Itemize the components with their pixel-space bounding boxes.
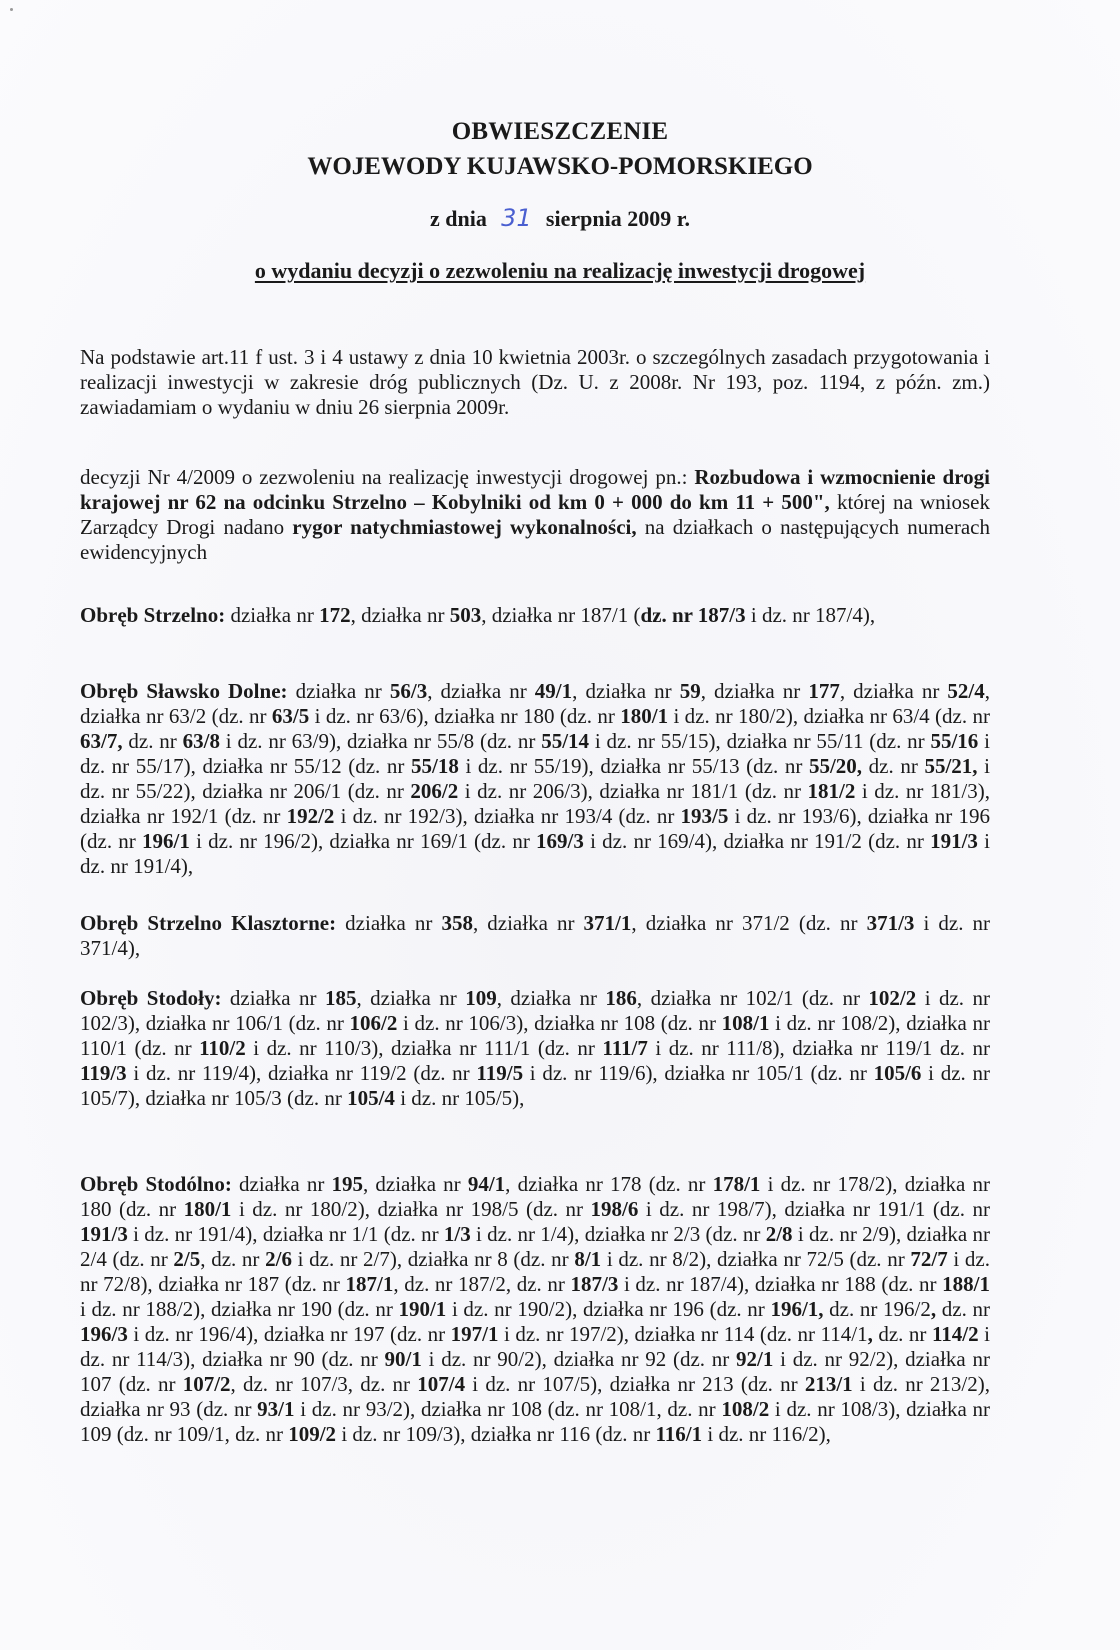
bold-text: 198/6 <box>590 1197 639 1221</box>
bold-text: 213/1 <box>804 1372 853 1396</box>
bold-text: 2/5 <box>173 1247 201 1271</box>
bold-text: 105/6 <box>873 1061 922 1085</box>
bold-text: 206/2 <box>410 779 459 803</box>
text: dz. nr 196/2 <box>823 1297 931 1321</box>
bold-text: 196/3 <box>80 1322 128 1346</box>
text: dz. nr <box>122 729 183 753</box>
text: której na wniosek Zarządcy Drogi nadano <box>80 490 991 539</box>
text: i dz. nr 114/3), działka nr 90 (dz. nr <box>80 1322 990 1371</box>
text: działka nr <box>336 911 442 935</box>
bold-text: 102/2 <box>868 986 917 1010</box>
text: i dz. nr 190/2), działka nr 196 (dz. nr <box>446 1297 771 1321</box>
bold-text: 119/5 <box>476 1061 524 1085</box>
precinct-name: Obręb Sławsko Dolne: <box>80 679 288 703</box>
decision-paragraph <box>80 465 990 565</box>
text: , działka nr <box>356 986 466 1010</box>
text: działka nr <box>231 1172 332 1196</box>
text: i dz. nr 198/7), działka nr 191/1 (dz. nr <box>638 1197 990 1221</box>
bold-text: 172 <box>319 603 351 627</box>
bold-text: 107/4 <box>417 1372 466 1396</box>
bold-text: 196/1 <box>142 829 190 853</box>
text: , działka nr 102/1 (dz. nr <box>636 986 869 1010</box>
bold-text: 59 <box>679 679 701 703</box>
bold-text: 196/1, <box>770 1297 824 1321</box>
text: i dz. nr 191/4), <box>80 829 990 878</box>
bold-text: 94/1 <box>467 1172 506 1196</box>
bold-text: 55/16 <box>930 729 979 753</box>
bold-text: , <box>867 1322 873 1346</box>
text: , działka nr <box>350 603 450 627</box>
bold-text: 119/3 <box>80 1061 127 1085</box>
text: , działka nr 371/2 (dz. nr <box>631 911 867 935</box>
text: i dz. nr 178/2), działka nr 180 (dz. nr <box>80 1172 990 1221</box>
bold-text: Rozbudowa i wzmocnienie drogi krajowej nr 62 na odcinku Strzelno – Kobylniki od km 0 + 000 do km 11 + 500", <box>80 465 990 514</box>
text: i dz. nr 63/6), działka nr 180 (dz. nr <box>309 704 621 728</box>
text: i dz. nr 119/4), działka nr 119/2 (dz. nr <box>126 1061 477 1085</box>
bold-text: 56/3 <box>389 679 428 703</box>
text: i dz. nr 105/7), działka nr 105/3 (dz. nr <box>80 1061 990 1110</box>
precinct-paragraph <box>80 679 990 879</box>
text: i dz. nr 196/4), działka nr 197 (dz. nr <box>127 1322 451 1346</box>
issuer: WOJEWODY KUJAWSKO-POMORSKIEGO <box>307 153 813 180</box>
text: , działka nr <box>700 679 809 703</box>
bold-text: 177 <box>808 679 840 703</box>
text: i dz. nr 119/6), działka nr 105/1 (dz. nr <box>523 1061 874 1085</box>
text: , działka nr 63/2 (dz. nr <box>80 679 991 728</box>
bold-text: 63/5 <box>271 704 310 728</box>
text: i dz. nr 188/2), działka nr 190 (dz. nr <box>80 1297 399 1321</box>
precinct-name: Obręb Stodólno: <box>80 1172 232 1196</box>
bold-text: 116/1 <box>655 1422 703 1446</box>
text: i dz. nr 55/22), działka nr 206/1 (dz. nr <box>80 754 990 803</box>
bold-text: 2/8 <box>765 1222 793 1246</box>
bold-text: 107/2 <box>182 1372 231 1396</box>
bold-text: 49/1 <box>534 679 573 703</box>
bold-text: 190/1 <box>398 1297 447 1321</box>
bold-text: 358 <box>441 911 473 935</box>
text: i dz. nr 1/4), działka nr 2/3 (dz. nr <box>470 1222 766 1246</box>
scan-speck <box>10 8 13 11</box>
text: działka nr <box>221 986 325 1010</box>
bold-text: 55/14 <box>541 729 590 753</box>
bold-text: 188/1 <box>942 1272 990 1296</box>
bold-text: 52/4 <box>947 679 985 703</box>
text: , działka nr <box>572 679 680 703</box>
bold-text: 181/2 <box>807 779 856 803</box>
bold-text: 63/8 <box>182 729 220 753</box>
bold-text: 111/7 <box>602 1036 648 1060</box>
text: i dz. nr 187/4), <box>745 603 876 627</box>
precinct-paragraph <box>80 1172 990 1447</box>
text: dz. nr <box>862 754 925 778</box>
text: i dz. nr 191/4), działka nr 1/1 (dz. nr <box>127 1222 444 1246</box>
text: i dz. nr 109/3), działka nr 116 (dz. nr <box>336 1422 656 1446</box>
text: Na podstawie art.11 f ust. 3 i 4 ustawy z dnia 10 kwietnia 2003r. o szczególnych zasadach przygotowania i realizacji inwestycji w zakresie dróg publicznych (Dz. U. z 2008r. Nr 193, poz. 1194, z późn. zm.) zawiadamiam o wydaniu w dniu 26 sierpnia 2009r. <box>80 345 990 419</box>
bold-text: 63/7, <box>80 729 123 753</box>
bold-text: 195 <box>331 1172 363 1196</box>
text: , działka nr 178 (dz. nr <box>505 1172 713 1196</box>
text: i dz. nr 169/4), działka nr 191/2 (dz. nr <box>583 829 931 853</box>
bold-text: 108/2 <box>721 1397 770 1421</box>
text: i dz. nr 108/3), działka nr 109 (dz. nr 109/1, dz. nr <box>80 1397 990 1446</box>
text: i dz. nr 187/4), działka nr 188 (dz. nr <box>618 1272 943 1296</box>
text: i dz. nr 55/17), działka nr 55/12 (dz. nr <box>80 729 990 778</box>
bold-text: 193/5 <box>680 804 729 828</box>
bold-text: 371/1 <box>583 911 632 935</box>
text: decyzji Nr 4/2009 o zezwoleniu na realizację inwestycji drogowej pn.: <box>80 465 695 489</box>
text: , dz. nr 187/2, dz. nr <box>393 1272 571 1296</box>
date-suffix: sierpnia 2009 r. <box>545 206 690 231</box>
precinct-paragraph <box>80 911 990 961</box>
text: i dz. nr 2/9), działka nr 2/4 (dz. nr <box>80 1222 990 1271</box>
text: , działka nr <box>496 986 606 1010</box>
text: i dz. nr 107/5), działka nr 213 (dz. nr <box>465 1372 805 1396</box>
precinct-paragraph <box>80 986 990 1111</box>
bold-text: 180/1 <box>620 704 669 728</box>
bold-text: 114/2 <box>931 1322 979 1346</box>
text: i dz. nr 213/2), działka nr 93 (dz. nr <box>80 1372 990 1421</box>
text: , działka nr 187/1 ( <box>481 603 641 627</box>
text: dz. nr <box>936 1297 990 1321</box>
text: i dz. nr 192/3), działka nr 193/4 (dz. nr <box>334 804 681 828</box>
bold-text: 186 <box>605 986 637 1010</box>
bold-text: 187/3 <box>570 1272 619 1296</box>
bold-text: 92/1 <box>736 1347 774 1371</box>
bold-text: 169/3 <box>536 829 584 853</box>
bold-text: rygor natychmiastowej wykonalności, <box>292 515 637 539</box>
bold-text: 55/18 <box>411 754 459 778</box>
bold-text: , <box>930 1297 937 1321</box>
bold-text: 110/2 <box>199 1036 246 1060</box>
bold-text: 55/20, <box>808 754 863 778</box>
text: i dz. nr 110/3), działka nr 111/1 (dz. nr <box>245 1036 603 1060</box>
bold-text: 109/2 <box>288 1422 337 1446</box>
date-prefix: z dnia <box>430 206 487 231</box>
bold-text: 191/3 <box>930 829 978 853</box>
precinct-paragraph <box>80 603 990 628</box>
text: i dz. nr 108/2), działka nr 110/1 (dz. nr <box>80 1011 990 1060</box>
text: i dz. nr 193/6), działka nr 196 (dz. nr <box>80 804 990 853</box>
text: , działka nr <box>472 911 584 935</box>
bold-text: 55/21, <box>924 754 978 778</box>
bold-text: 1/3 <box>443 1222 471 1246</box>
text: i dz. nr 92/2), działka nr 107 (dz. nr <box>80 1347 990 1396</box>
text: na działkach o następujących numerach ewidencyjnych <box>80 515 990 564</box>
text: i dz. nr 371/4), <box>80 911 991 960</box>
text: i dz. nr 206/3), działka nr 181/1 (dz. nr <box>458 779 808 803</box>
text: działka nr <box>287 679 390 703</box>
text: i dz. nr 180/2), działka nr 198/5 (dz. nr <box>231 1197 591 1221</box>
subject-line: o wydaniu decyzji o zezwoleniu na realizację inwestycji drogowej <box>254 258 866 283</box>
bold-text: 108/1 <box>721 1011 770 1035</box>
text: i dz. nr 180/2), działka nr 63/4 (dz. nr <box>668 704 990 728</box>
precinct-name: Obręb Strzelno: <box>80 603 226 627</box>
bold-text: 178/1 <box>712 1172 761 1196</box>
bold-text: dz. nr 187/3 <box>640 603 746 627</box>
text: i dz. nr 196/2), działka nr 169/1 (dz. nr <box>189 829 537 853</box>
text: i dz. nr 111/8), działka nr 119/1 dz. nr <box>647 1036 990 1060</box>
text: i dz. nr 55/19), działka nr 55/13 (dz. nr <box>458 754 809 778</box>
text: i dz. nr 55/15), działka nr 55/11 (dz. nr <box>589 729 931 753</box>
text: i dz. nr 106/3), działka nr 108 (dz. nr <box>397 1011 722 1035</box>
text: i dz. nr 181/3), działka nr 192/1 (dz. nr <box>80 779 990 828</box>
text: i dz. nr 93/2), działka nr 108 (dz. nr 108/1, dz. nr <box>294 1397 722 1421</box>
text: i dz. nr 8/2), działka nr 72/5 (dz. nr <box>601 1247 911 1271</box>
text: , dz. nr <box>200 1247 266 1271</box>
precinct-name: Obręb Strzelno Klasztorne: <box>80 911 337 935</box>
document-title: OBWIESZCZENIE <box>451 118 669 145</box>
text: i dz. nr 2/7), działka nr 8 (dz. nr <box>291 1247 575 1271</box>
text: i dz. nr 197/2), działka nr 114 (dz. nr 114/1 <box>498 1322 868 1346</box>
text: , działka nr <box>427 679 535 703</box>
bold-text: 503 <box>449 603 482 627</box>
text: i dz. nr 72/8), działka nr 187 (dz. nr <box>80 1247 990 1296</box>
text: działka nr <box>225 603 320 627</box>
bold-text: 180/1 <box>183 1197 232 1221</box>
bold-text: 371/3 <box>866 911 915 935</box>
precinct-name: Obręb Stodoły: <box>80 986 222 1010</box>
intro-paragraph <box>80 345 990 420</box>
bold-text: 187/1 <box>345 1272 394 1296</box>
text: , działka nr <box>362 1172 468 1196</box>
bold-text: 109 <box>465 986 497 1010</box>
text: , dz. nr 107/3, dz. nr <box>230 1372 418 1396</box>
bold-text: 90/1 <box>384 1347 422 1371</box>
text: i dz. nr 105/5), <box>394 1086 525 1110</box>
bold-text: 106/2 <box>349 1011 398 1035</box>
bold-text: 185 <box>324 986 357 1010</box>
issue-date <box>0 204 1120 232</box>
text: i dz. nr 102/3), działka nr 106/1 (dz. nr <box>80 986 991 1035</box>
text: i dz. nr 116/2), <box>702 1422 831 1446</box>
bold-text: 105/4 <box>347 1086 395 1110</box>
bold-text: 93/1 <box>257 1397 295 1421</box>
bold-text: 2/6 <box>265 1247 292 1271</box>
text: dz. nr <box>872 1322 932 1346</box>
bold-text: 8/1 <box>574 1247 602 1271</box>
text: i dz. nr 63/9), działka nr 55/8 (dz. nr <box>219 729 542 753</box>
text: i dz. nr 90/2), działka nr 92 (dz. nr <box>421 1347 737 1371</box>
bold-text: 72/7 <box>910 1247 948 1271</box>
bold-text: 192/2 <box>286 804 335 828</box>
text: , działka nr <box>839 679 948 703</box>
handwritten-day: 31 <box>501 204 532 232</box>
bold-text: 197/1 <box>450 1322 499 1346</box>
bold-text: 191/3 <box>80 1222 128 1246</box>
